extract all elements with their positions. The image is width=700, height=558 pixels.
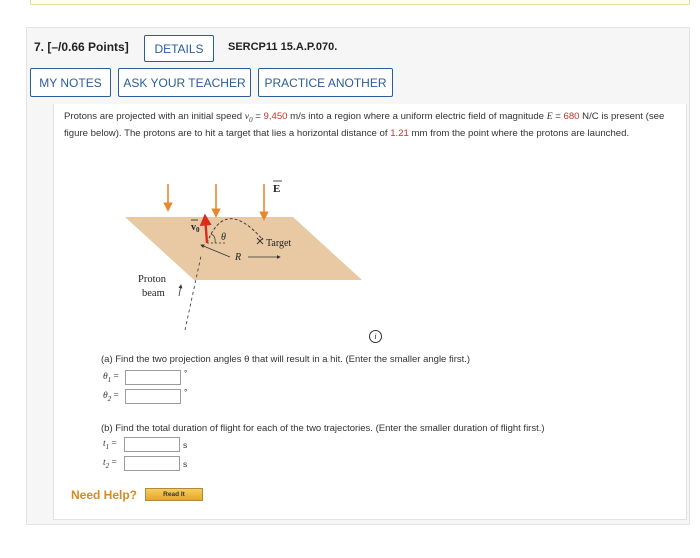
question-header: 7. [–/0.66 Points]: [34, 40, 129, 54]
need-help-label: Need Help?: [71, 488, 138, 502]
range-label: R: [235, 252, 242, 263]
info-icon[interactable]: i: [369, 330, 382, 343]
proton-beam-label: beam: [142, 288, 165, 299]
beam-arrow: [179, 285, 181, 296]
read-it-button[interactable]: Read It: [145, 488, 203, 501]
field-label: E: [273, 183, 281, 195]
v0-label: $v_0$: [191, 222, 200, 234]
t1-label: $t_1$ =: [103, 439, 117, 451]
degree-unit: °: [184, 368, 188, 378]
theta1-label: $\theta_1$ =: [103, 372, 119, 384]
initial-speed-value: 9,450: [263, 111, 288, 122]
theta-label: θ: [221, 232, 226, 243]
ask-teacher-button[interactable]: ASK YOUR TEACHER: [118, 68, 251, 97]
seconds-unit: s: [183, 459, 188, 469]
theta2-label: $\theta_2$ =: [103, 391, 119, 403]
v0-symbol: $v_0$: [244, 111, 253, 124]
seconds-unit: s: [183, 440, 188, 450]
part-a-question: (a) Find the two projection angles θ that will result in a hit. (Enter the smaller angle first.): [101, 354, 471, 365]
part-b-question: (b) Find the total duration of flight for each of the two trajectories. (Enter the smaller duration of flight first.): [101, 423, 545, 434]
my-notes-button[interactable]: MY NOTES: [30, 68, 111, 97]
figure-svg: [115, 168, 375, 338]
theta2-input[interactable]: [125, 389, 181, 404]
proton-beam-label: Proton: [138, 274, 167, 285]
physics-figure: [115, 168, 375, 343]
degree-unit: °: [184, 387, 188, 397]
t2-label: $t_2$ =: [103, 458, 117, 470]
theta1-input[interactable]: [125, 370, 181, 385]
target-plane: [125, 217, 362, 280]
practice-another-button[interactable]: PRACTICE ANOTHER: [258, 68, 393, 97]
t1-input[interactable]: [124, 437, 180, 452]
question-code: SERCP11 15.A.P.070.: [228, 41, 338, 53]
field-magnitude-value: 680: [563, 111, 580, 122]
details-button[interactable]: DETAILS: [144, 35, 214, 62]
target-label: Target: [266, 238, 292, 249]
problem-statement: Protons are projected with an initial speed $v_0 = 9,450$ m/s into a region where a uniform electric field of magnitude E = 680 N/C is present (see figure below). The protons are to hit a target that lies a horizontal distance of 1.21 mm from the point where the protons are launched.: [64, 111, 665, 140]
previous-question-edge: [30, 0, 690, 5]
t2-input[interactable]: [124, 456, 180, 471]
distance-value: 1.21: [390, 128, 409, 140]
